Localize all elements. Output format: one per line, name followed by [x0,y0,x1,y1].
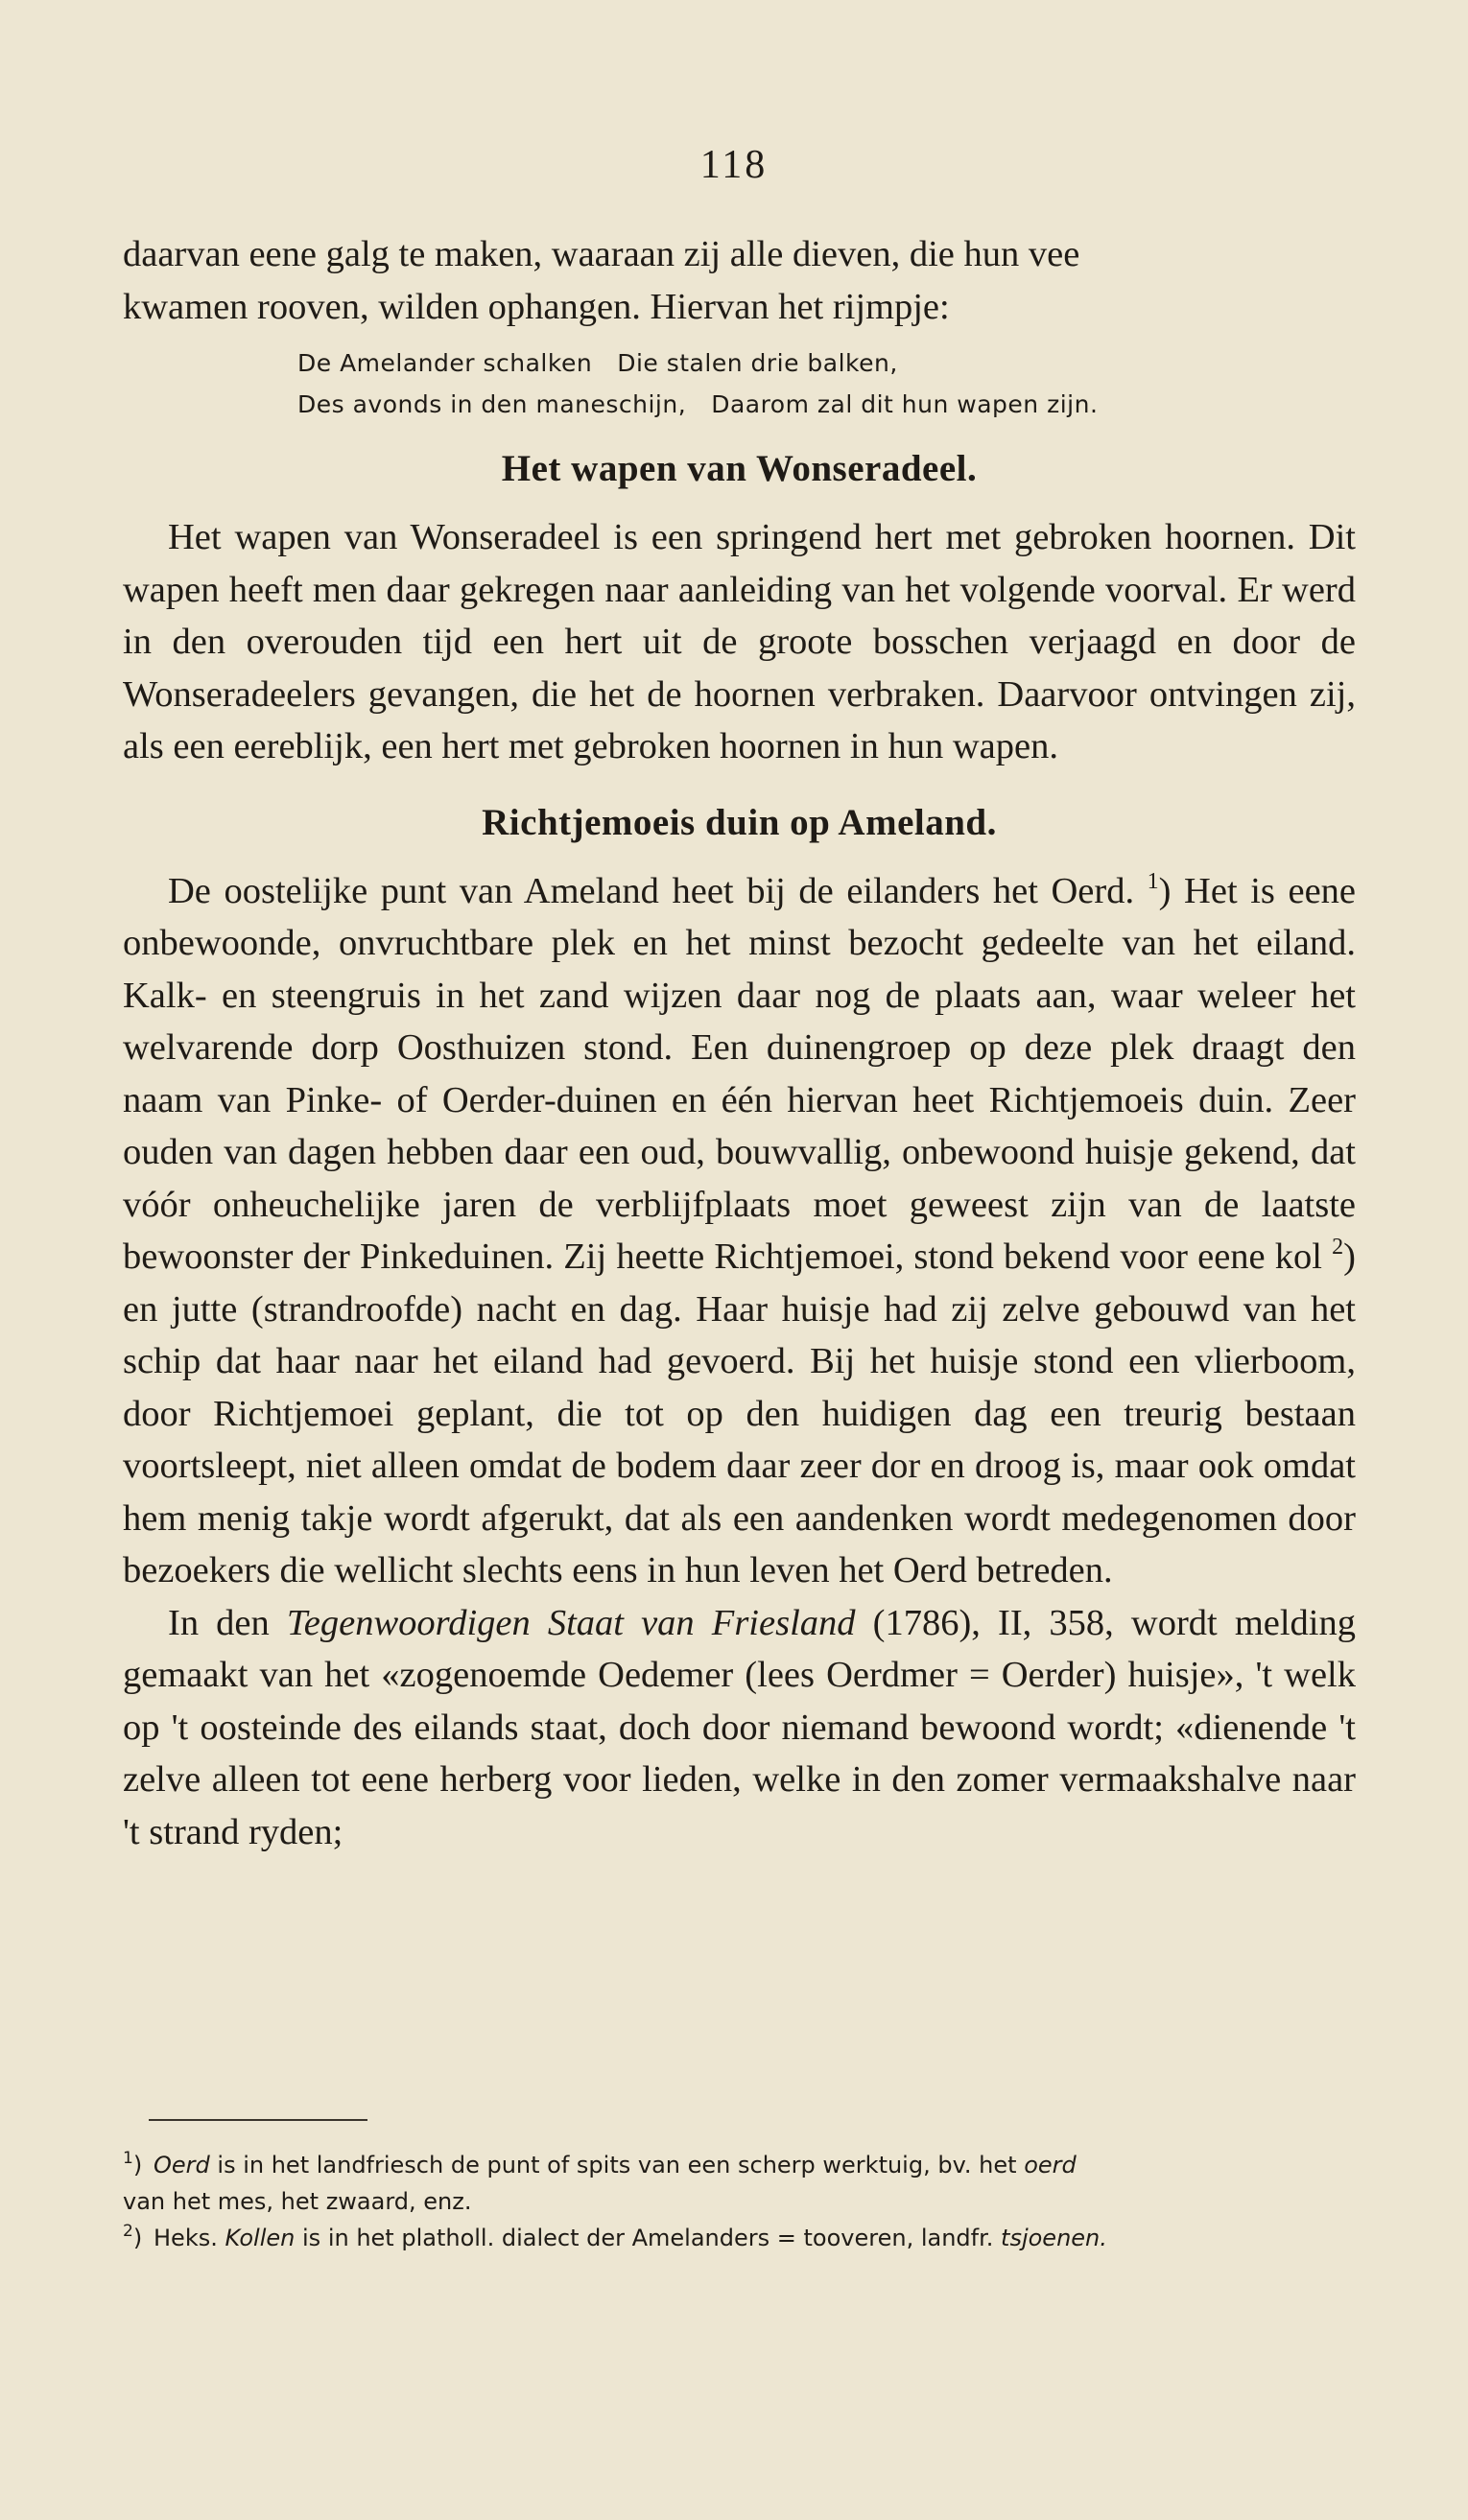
footnote-ref-1: 1 [1147,868,1159,894]
intro-line-2: kwamen rooven, wilden ophangen. Hiervan het rijmpje: [123,286,950,327]
paragraph-wonseradeel: Het wapen van Wonseradeel is een springend hert met gebroken hoornen. Dit wapen heeft men daar gekregen naar aanleiding van het volgende voorval. Er werd in den overouden tijd een hert uit de groote bosschen verjaagd en door de Wonseradeelers gevangen, die het de hoornen verbraken. Daarvoor ontvingen zij, als een eereblijk, een hert met gebroken hoornen in hun wapen. [123,517,1356,766]
footnotes [123,2147,1361,2256]
paragraph-text: ) en jutte (strandroofde) nacht en dag. Haar huisje had zij zelve gebouwd van het schip dat haar naar het eiland had gevoerd. Bij het huisje stond een vlierboom, door Richtjemoei geplant, die tot op den huidigen dag een treurig bestaan voortsleept, niet alleen omdat de bodem daar zeer dor en droog is, maar ook omdat hem menig takje wordt afgerukt, dat als een aandenken wordt medegenomen door bezoekers die wellicht slechts eens in hun leven het Oerd betreden. [123,1236,1356,1590]
footnote-1: $^1$) Oerd is in het landfriesch de punt of spits van een scherp werktuig, bv. het oerd [123,2149,1077,2179]
footnote-1-cont-text: van het mes, het zwaard, enz. [123,2188,472,2215]
footnote-2-text-a: Heks. [154,2225,218,2251]
footnote-2-term-2: tsjoenen. [1001,2225,1107,2251]
book-title: Tegenwoordigen Staat van Friesland [286,1602,856,1643]
intro-paragraph [123,228,1356,333]
paragraph-text: In den [168,1602,270,1643]
section-heading-wonseradeel: Het wapen van Wonseradeel. [501,448,978,489]
paragraph-text: De oostelijke punt van Ameland heet bij de eilanders het Oerd. [168,870,1135,911]
page-number: 118 [699,143,769,187]
footnote-1-continuation [123,2183,1361,2220]
footnote-1-term: Oerd [154,2152,210,2179]
section-heading-richtjemoeis: Richtjemoeis duin op Ameland. [482,801,997,843]
verse-line-1b: Die stalen drie balken, [617,349,898,377]
verse-line-1a: De Amelander schalken [297,349,593,377]
footnote-divider [149,2119,367,2121]
verse-line-2 [297,384,1356,425]
footnote-1-term-2: oerd [1024,2152,1077,2179]
footnote-2-text-b: is in het platholl. dialect der Amelanders = tooveren, landfr. [302,2225,994,2251]
paragraph-text: (1786), II, 358, wordt melding gemaakt van het «zogenoemde Oedemer (lees Oerdmer = Oerder) huisje», 't welk op 't oosteinde des eilands staat, doch door niemand bewoond wordt; «dienende 't zelve alleen tot eene herberg voor lieden, welke in den zomer vermaakshalve naar 't strand ryden; [123,1602,1356,1852]
footnote-2-term: Kollen [225,2225,296,2251]
footnote-2-mark: 2 [123,2222,133,2241]
rhyme-verse [297,342,1356,425]
verse-line-1 [297,342,1356,384]
footnote-ref-2: 2 [1332,1235,1344,1260]
footnote-1-text: is in het landfriesch de punt of spits van een scherp werktuig, bv. het [217,2152,1017,2179]
paragraph-richtjemoeis-2 [123,1597,1356,1859]
page-body [123,228,1356,1858]
intro-line-1: daarvan eene galg te maken, waaraan zij alle dieven, die hun vee [123,234,1080,274]
paragraph-richtjemoeis-1 [123,865,1356,1597]
footnote-2: $^2$) Heks. Kollen is in het platholl. dialect der Amelanders = tooveren, landfr. tsjoenen. [123,2222,1107,2251]
paragraph-text: ) Het is eene onbewoonde, onvruchtbare plek en het minst bezocht gedeelte van het eiland. Kalk- en steengruis in het zand wijzen daar nog de plaats aan, waar weleer het welvarende dorp Oosthuizen stond. Een duinengroep op deze plek draagt den naam van Pinke- of Oerder-duinen en één hiervan heet Richtjemoeis duin. Zeer ouden van dagen hebben daar een oud, bouwvallig, onbewoond huisje gekend, dat vóór onheuchelijke jaren de verblijfplaats moet geweest zijn van de laatste bewoonster der Pinkeduinen. Zij heette Richtjemoei, stond bekend voor eene kol [123,870,1356,1277]
footnote-1-mark: 1 [123,2149,133,2168]
verse-line-2a: Des avonds in den maneschijn, [297,390,687,418]
verse-line-2b: Daarom zal dit hun wapen zijn. [711,390,1099,418]
